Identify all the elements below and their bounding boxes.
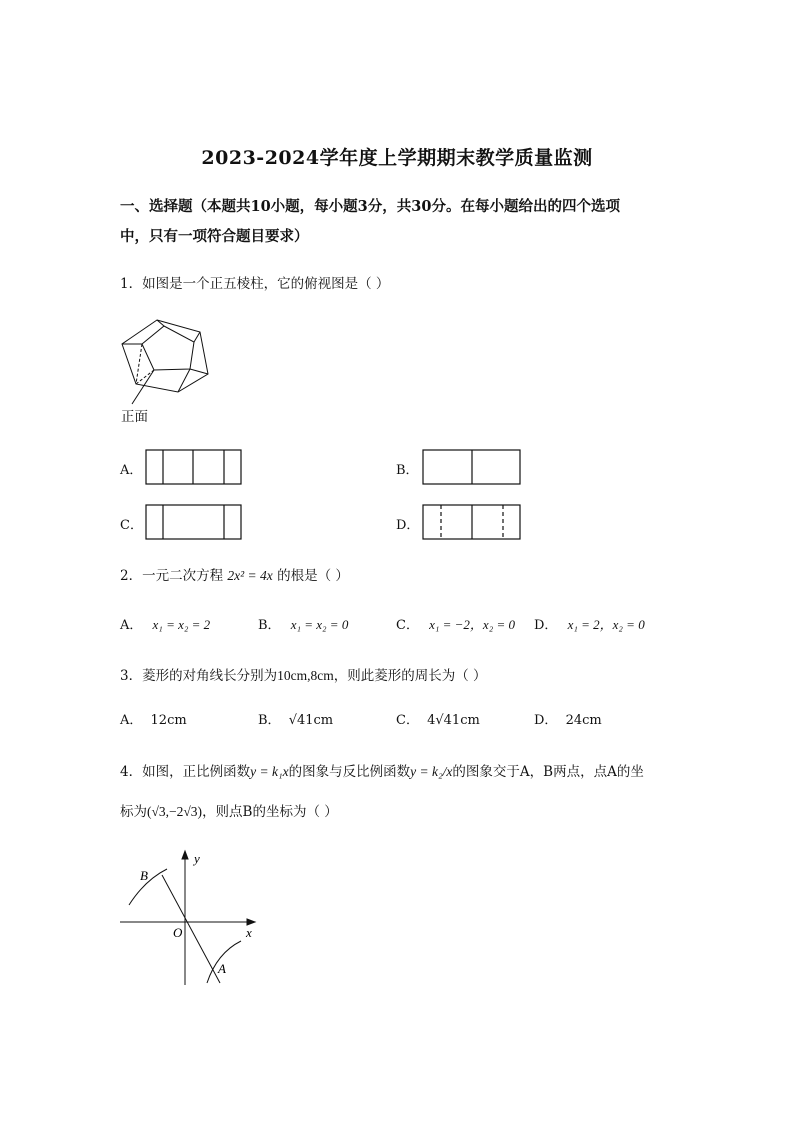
q3-option-d-expr: 24cm xyxy=(565,713,602,728)
section-heading-line2: 中，只有一项符合题目要求） xyxy=(120,228,309,245)
q4-line2-prefix: 标为 xyxy=(120,804,147,820)
q4-function-graph xyxy=(115,845,265,990)
q2-option-a-letter: A． xyxy=(120,618,143,633)
q2-option-a[interactable] xyxy=(120,614,210,633)
q3-option-c-expr: 4√41cm xyxy=(427,713,480,728)
q3-option-a-expr: 12cm xyxy=(150,713,187,728)
q3-option-a[interactable] xyxy=(120,709,187,728)
q2-option-c-letter: C． xyxy=(396,618,419,633)
q3-option-b[interactable] xyxy=(258,709,333,728)
section-heading-line1: 一、选择题（本题共10小题，每小题3分，共30分。在每小题给出的四个选项 xyxy=(120,198,620,215)
question-3-text xyxy=(120,664,487,684)
question-4-line2 xyxy=(120,800,338,820)
q2-option-a-expr: x₁ = x₂ = 2 xyxy=(152,617,211,632)
q2-suffix: 的根是（ ） xyxy=(277,568,349,584)
y-axis-label: y xyxy=(194,851,200,866)
q3-option-c-letter: C． xyxy=(396,713,419,728)
q1-option-b-figure[interactable] xyxy=(422,449,522,485)
proportional-line xyxy=(162,875,220,983)
q4-middle: 的图象与反比例函数 xyxy=(288,764,411,780)
q3-option-d[interactable] xyxy=(534,709,602,728)
question-1-text: 1．如图是一个正五棱柱，它的俯视图是（ ） xyxy=(120,276,390,292)
q4-func1: y = k₁x xyxy=(250,764,289,779)
q1-option-d-label[interactable]: D． xyxy=(396,518,420,533)
y-axis-arrow xyxy=(182,851,188,859)
q4-coord: (√3,−2√3) xyxy=(147,804,203,819)
q2-option-d-letter: D． xyxy=(534,618,558,633)
point-a-label: A xyxy=(218,961,226,976)
q3-suffix: ，则此菱形的周长为（ ） xyxy=(333,668,487,684)
page-title: 2023-2024学年度上学期期末教学质量监测 xyxy=(201,147,593,169)
q4-suffix: 的图象交于A，B两点，点A的坐 xyxy=(452,764,644,780)
q3-option-b-letter: B． xyxy=(258,713,281,728)
q2-option-d-expr: x₁ = 2，x₂ = 0 xyxy=(567,617,645,632)
q3-option-d-letter: D． xyxy=(534,713,558,728)
q2-option-c[interactable] xyxy=(396,614,515,633)
q1-option-a-figure[interactable] xyxy=(145,449,243,485)
q1-option-b-label[interactable]: B． xyxy=(396,463,419,478)
prism-outline xyxy=(122,320,208,392)
q1-option-a-label[interactable]: A． xyxy=(120,463,143,478)
x-axis-label: x xyxy=(246,925,252,940)
q2-prefix: 2．一元二次方程 xyxy=(120,568,224,584)
origin-label: O xyxy=(173,925,183,940)
q4-func2: y = k₂/x xyxy=(410,764,453,779)
q2-option-b[interactable] xyxy=(258,614,348,633)
prism-inner-pentagon xyxy=(142,326,194,370)
q1-option-d-figure[interactable] xyxy=(422,504,522,540)
q4-line2-suffix: ，则点B的坐标为（ ） xyxy=(202,804,338,820)
q3-prefix: 3．菱形的对角线长分别为 xyxy=(120,668,278,684)
q3-option-c[interactable] xyxy=(396,709,480,728)
q2-equation: 2x² = 4x xyxy=(227,568,273,583)
q3-option-a-letter: A． xyxy=(120,713,143,728)
q2-option-b-letter: B． xyxy=(258,618,281,633)
section-heading xyxy=(120,192,680,252)
question-4-line1 xyxy=(120,760,644,780)
q2-option-d[interactable] xyxy=(534,614,645,633)
point-b-label: B xyxy=(140,868,148,883)
hyperbola-branch-upper xyxy=(129,869,167,905)
q4-prefix: 4．如图，正比例函数 xyxy=(120,764,251,780)
q3-values: 10cm,8cm xyxy=(277,668,334,683)
front-label: 正面 xyxy=(121,409,148,425)
q2-option-c-expr: x₁ = −2，x₂ = 0 xyxy=(429,617,515,632)
q1-option-c-label[interactable]: C． xyxy=(120,518,143,533)
q2-option-b-expr: x₁ = x₂ = 0 xyxy=(290,617,349,632)
question-2-text xyxy=(120,564,349,584)
q3-option-b-expr: √41cm xyxy=(288,713,334,728)
q1-option-c-figure[interactable] xyxy=(145,504,243,540)
